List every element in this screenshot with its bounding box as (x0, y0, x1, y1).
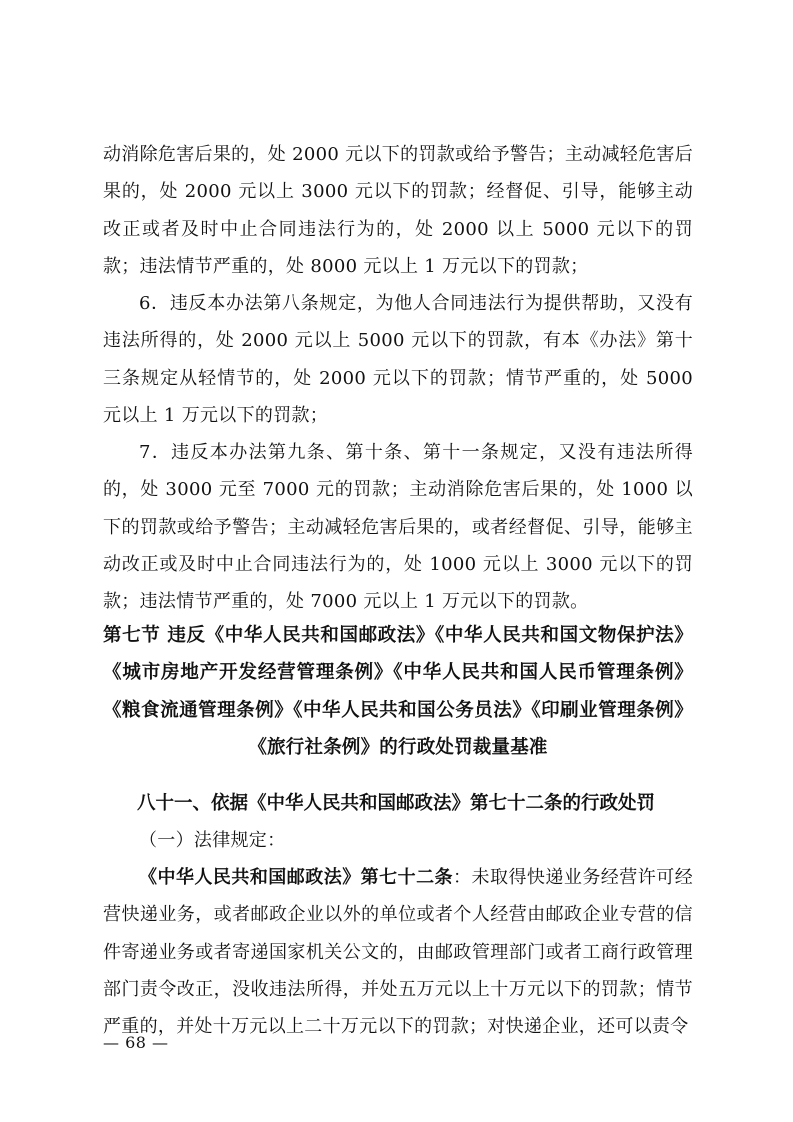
page-number: — 68 — (103, 1033, 169, 1052)
law-provision-lead: 《中华人民共和国邮政法》第七十二条 (139, 867, 454, 888)
section-title: 第七节 违反《中华人民共和国邮政法》《中华人民共和国文物保护法》《城市房地产开发经营管理条例》《中华人民共和国人民币管理条例》《粮食流通管理条例》《中华人民共和国公务员法》《印刷业管理条例》《旅行社条例》的行政处罚裁量基准 (103, 625, 693, 758)
paragraph-item-6: 6．违反本办法第八条规定，为他人合同违法行为提供帮助，又没有违法所得的，处 2000 元以上 5000 元以下的罚款，有本《办法》第十三条规定从轻情节的，处 2000 元以下的罚款；情节严重的，处 5000 元以上 1 万元以下的罚款； (103, 293, 693, 426)
legal-provision-label: （一）法律规定： (139, 830, 286, 851)
paragraph-penalty-continuation: 动消除危害后果的，处 2000 元以下的罚款或给予警告；主动减轻危害后果的，处 2000 元以上 3000 元以下的罚款；经督促、引导，能够主动改正或者及时中止合同违法行为的，处 2000 以上 5000 元以下的罚款；违法情节严重的，处 8000 元以上 1 万元以下的罚款； (103, 144, 693, 277)
law-provision-text: ：未取得快递业务经营许可经营快递业务，或者邮政企业以外的单位或者个人经营由邮政企业专营的信件寄递业务或者寄递国家机关公文的，由邮政管理部门或者工商行政管理部门责令改正，没收违法所得，并处五万元以上十万元以下的罚款；情节严重的，并处十万元以上二十万元以下的罚款；对快递企业，还可以责令 (103, 867, 693, 1038)
article-heading: 八十一、依据《中华人民共和国邮政法》第七十二条的行政处罚 (137, 793, 656, 814)
paragraph-item-7: 7．违反本办法第九条、第十条、第十一条规定，又没有违法所得的，处 3000 元至 7000 元的罚款；主动消除危害后果的，处 1000 以下的罚款或给予警告；主动减轻危害后果的，或者经督促、引导，能够主动改正或及时中止合同违法行为的，处 1000 元以上 3000 元以下的罚款；违法情节严重的，处 7000 元以上 1 万元以下的罚款。 (103, 442, 693, 613)
law-provision-paragraph (103, 859, 693, 1045)
